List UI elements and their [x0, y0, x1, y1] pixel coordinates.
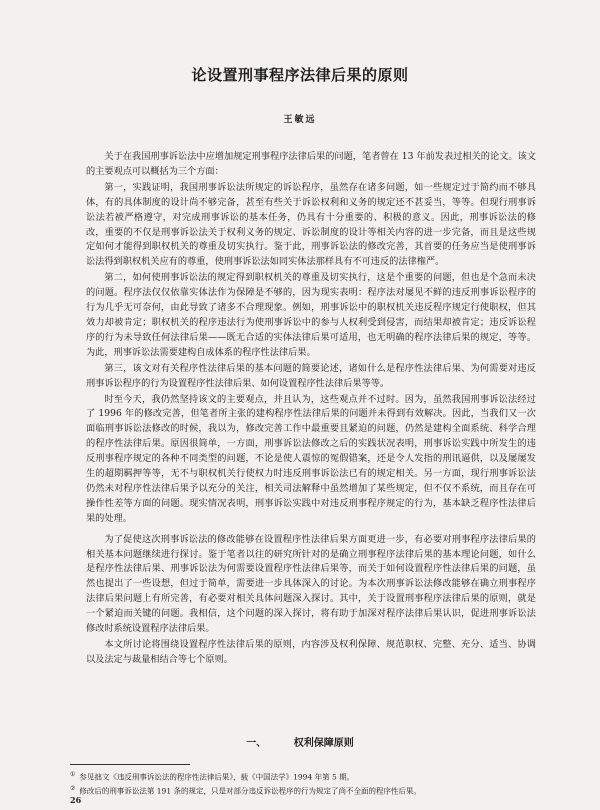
footnote-divider [70, 764, 190, 765]
paragraph: 关于在我国刑事诉讼法中应增加规定刑事程序法律后果的问题，笔者曾在 13 年前发表过相关的论文。该文的主要观点可以概括为三个方面： [86, 151, 536, 177]
footnotes [70, 769, 540, 796]
article-author: 王敏远 [283, 115, 317, 125]
section-title: 权利保障原则 [293, 738, 354, 749]
paragraph: 本文所讨论将围绕设置程序性法律后果的原则，内容涉及权利保障、规范职权、完整、充分、适当、协调以及法定与裁量相结合等七个原则。 [86, 639, 536, 665]
page-number: 26 [70, 795, 82, 805]
section-number: 一、 [246, 738, 267, 749]
paragraph: 时至今天，我仍然坚持该文的主要观点，并且认为，这些观点并不过时。因为，虽然我国刑事诉讼法经过了 1996 年的修改完善，但笔者所主张的建构程序性法律后果的问题并未得到有效解决。因此，当我们又一次面临刑事诉讼法修改的时候，我以为，修改完善工作中最重要且紧迫的问题，仍然是建构全面系统、科学合理的程序性法律后果。原因很简单，一方面，刑事诉讼法修改之后的实践状况表明，刑事诉讼实践中所发生的违反刑事程序规定的各种不同类型的问题，不论是使人震惊的冤假错案，还是令人发指的刑讯逼供，以及屡屡发生的超期羁押等等，无不与职权机关行使权力时违反刑事诉讼法已有的规定相关。另一方面，现行刑事诉讼法仍然未对程序性法律后果予以充分的关注，相关司法解释中虽然增加了某些规定，但不仅不系统，而且存在可操作性差等方面的问题。现实情况表明，刑事诉讼实践中对违反刑事程序规定的行为，基本缺乏程序性法律后果的处理。 [86, 393, 536, 524]
section-heading [0, 734, 600, 749]
article-title: 论设置刑事程序法律后果的原则 [191, 66, 409, 84]
paragraph: 第一，实践证明，我国刑事诉讼法所规定的诉讼程序，虽然存在诸多问题，如一些规定过于简约而不够具体，有的具体制度的设计尚不够完备，甚至有些关于诉讼权利和义务的规定还不甚妥当，等等。但现行刑事诉讼法若被严格遵守，对完成刑事诉讼的基本任务，仍具有十分重要的、积极的意义。因此，刑事诉讼法的修改，重要的不仅是刑事诉讼法关于权利义务的规定、诉讼制度的设计等相关内容的进一步完备，而且是这些规定如何才能得到职权机关的尊重及切实执行。鉴于此，刑事诉讼法的修改完善，其首要的任务应当是使刑事诉讼法得到职权机关应有的尊重，使刑事诉讼法如同实体法那样具有不可违反的法律権严。 [86, 181, 536, 268]
footnote: ② 修改后的刑事诉讼法第 191 条的规定，只是对部分违反诉讼程序的行为规定了尚不全面的程序性后果。 [70, 784, 421, 795]
footnote: ① 参见拙文《违反刑事诉讼法的程序性法律后果》，载《中国法学》1994 年第 5 期。 [70, 771, 355, 782]
paragraph: 第三，该文对有关程序性法律后果的基本问题的简要论述，诸如什么是程序性法律后果、为何需要对违反刑事诉讼程序的行为设置程序性法律后果、如何设置程序性法律后果等等。 [86, 362, 536, 389]
paragraph: 为了促使这次刑事诉讼法的修改能够在设置程序性法律后果方面更进一步，有必要对刑事程序法律后果的相关基本问题继续进行探讨。鉴于笔者以往的研究所针对的是确立刑事程序法律后果的基本理论问题，如什么是程序性法律后果、刑事诉讼法为何需要设置程序性法律后果等，而关于如何设置程序性法律后果的问题，虽然也提出了一些设想，但过于简单，需要进一步具体深入的讨论。为本次刑事诉讼法修改能够在确立刑事程序法律后果问题上有所完善，有必要对相关具体问题深入探讨。其中，关于设置刑事程序法律后果的原则，就是一个紧迫而关键的问题。我相信，这个问题的深入探讨，将有助于加深对程序法律后果认识，促进刑事诉讼法修改时系统设置程序法律后果。 [86, 533, 536, 635]
article-body [86, 150, 536, 669]
paragraph: 第二，如何使刑事诉讼法的规定得到职权机关的尊重及切实执行，这是个重要的问题，但也是个急而未决的问题。程序法仅仅依靠实体法作为保障是不够的，因为现实表明：程序法对屡见不鲜的违反刑事诉讼程序的行为几乎无可奈何，由此导致了诸多不合理现象。例如，刑事诉讼中的职权机关违反程序规定行使职权，但其效力却被肯定；职权机关的程序违法行为使刑事诉讼中的参与人权利受到侵害，而结果却被肯定；违反诉讼程序的行为未导致任何法律后果——既无合适的实体法律后果可适用，也无明确的程序法律后果的规定，等等。为此，刑事诉讼法需要建构自成体系的程序性法律后果。 [86, 272, 536, 358]
